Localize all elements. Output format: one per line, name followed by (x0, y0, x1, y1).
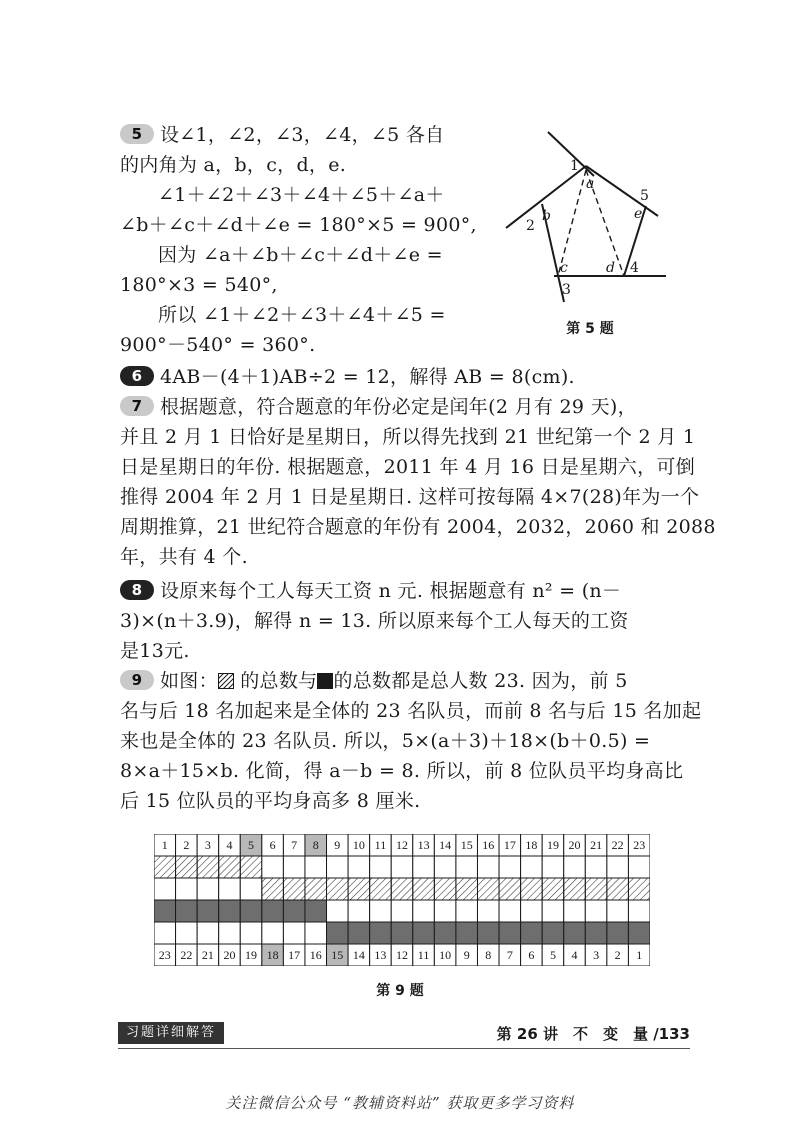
grid-cell (499, 922, 521, 944)
problem-7-line: 年，共有 4 个. (120, 546, 248, 568)
grid-cell (197, 900, 219, 922)
bottom-number: 15 (331, 948, 344, 962)
bottom-number: 10 (439, 948, 452, 962)
grid-cell (391, 900, 413, 922)
fig5-label: 3 (562, 282, 571, 298)
grid-cell (262, 856, 284, 878)
top-number: 6 (269, 838, 276, 852)
top-number: 16 (482, 838, 495, 852)
problem-9-line: 来也是全体的 23 名队员. 所以，5×(a＋3)＋18×(b＋0.5) = (120, 730, 651, 752)
footer-divider (118, 1048, 690, 1049)
bottom-number: 12 (396, 948, 408, 962)
top-number: 5 (248, 838, 255, 852)
grid-cell (607, 856, 629, 878)
grid-cell (176, 922, 198, 944)
bottom-number: 9 (463, 948, 470, 962)
grid-cell (564, 878, 586, 900)
problem-5-line: 的内角为 a，b，c，d，e. (120, 154, 347, 176)
top-number: 4 (226, 838, 233, 852)
top-number: 7 (291, 838, 298, 852)
grid-cell (434, 878, 456, 900)
grid-cell (585, 900, 607, 922)
problem-7-line: 推得 2004 年 2 月 1 日是星期日. 这样可按每隔 4×7(28)年为一个 (120, 486, 700, 508)
problem-6-line: 6 4AB－(4＋1)AB÷2 = 12，解得 AB = 8(cm). (120, 362, 680, 392)
problem-9 (120, 666, 702, 816)
bottom-number: 18 (266, 948, 279, 962)
grid-cell (283, 878, 305, 900)
grid-cell (219, 856, 241, 878)
top-number: 23 (633, 838, 646, 852)
grid-cell (628, 900, 650, 922)
top-number: 9 (334, 838, 341, 852)
grid-cell (477, 856, 499, 878)
grid-cell (327, 922, 349, 944)
fig5-label: d (606, 260, 615, 276)
grid-cell (628, 856, 650, 878)
grid-cell (542, 856, 564, 878)
grid-cell (219, 878, 241, 900)
bottom-number: 2 (614, 948, 621, 962)
bottom-number: 7 (506, 948, 513, 962)
grid-cell (240, 922, 262, 944)
grid-cell (327, 878, 349, 900)
bottom-number: 1 (636, 948, 643, 962)
bottom-number: 19 (245, 948, 258, 962)
problem-9-line: 后 15 位队员的平均身高多 8 厘米. (120, 790, 421, 812)
top-number: 18 (525, 838, 538, 852)
grid-cell (607, 878, 629, 900)
problem-badge: 5 (120, 124, 154, 144)
top-number: 17 (503, 838, 516, 852)
figure-5-caption: 第 5 题 (566, 321, 614, 337)
grid-cell (542, 900, 564, 922)
grid-cell (305, 878, 327, 900)
grid-cell (327, 900, 349, 922)
grid-cell (176, 900, 198, 922)
grid-cell (434, 922, 456, 944)
problem-5-line: 900°－540° = 360°. (120, 334, 316, 356)
grid-cell (499, 900, 521, 922)
problem-5-line: ∠b＋∠c＋∠d＋∠e = 180°×5 = 900°, (120, 214, 477, 236)
grid-cell (477, 900, 499, 922)
problem-8-line: 是13元. (120, 640, 190, 662)
top-number: 21 (590, 838, 603, 852)
bottom-number: 14 (352, 948, 365, 962)
grid-cell (521, 856, 543, 878)
grid-cell (542, 878, 564, 900)
bottom-number: 4 (571, 948, 578, 962)
problem-7-line: 7 根据题意，符合题意的年份必定是闰年(2 月有 29 天)， (120, 392, 680, 422)
grid-cell (154, 922, 176, 944)
problem-7-line: 并且 2 月 1 日恰好是星期日，所以得先找到 21 世纪第一个 2 月 1 (120, 426, 696, 448)
grid-cell (456, 878, 478, 900)
grid-cell (305, 856, 327, 878)
grid-cell (477, 922, 499, 944)
problem-9-line: 名与后 18 名加起来是全体的 23 名队员，而前 8 名与后 15 名加起 (120, 700, 702, 722)
problem-5 (120, 120, 490, 360)
bottom-number: 21 (201, 948, 214, 962)
top-number: 1 (161, 838, 168, 852)
grid-cell (197, 856, 219, 878)
grid-cell (413, 922, 435, 944)
bottom-number: 17 (288, 948, 301, 962)
grid-cell (197, 922, 219, 944)
fig5-label: e (634, 206, 643, 222)
grid-cell (154, 900, 176, 922)
bottom-number: 11 (417, 948, 430, 962)
problem-5-line: 因为 ∠a＋∠b＋∠c＋∠d＋∠e = (158, 244, 443, 266)
grid-cell (628, 878, 650, 900)
fig5-label: 2 (526, 218, 535, 234)
top-number: 3 (204, 838, 211, 852)
grid-cell (305, 900, 327, 922)
bottom-number: 3 (593, 948, 600, 962)
grid-cell (348, 878, 370, 900)
grid-cell (219, 900, 241, 922)
bottom-number: 6 (528, 948, 535, 962)
hatch-legend-icon (218, 673, 234, 689)
top-number: 20 (568, 838, 581, 852)
grid-cell (283, 900, 305, 922)
problem-9-figure (154, 834, 650, 966)
top-number: 15 (460, 838, 473, 852)
grid-cell (262, 878, 284, 900)
fig5-label: a (586, 176, 595, 192)
grid-cell (456, 900, 478, 922)
fig5-label: 1 (570, 158, 579, 174)
grid-cell (391, 878, 413, 900)
problem-9-line: 9 如图： 的总数与 的总数都是总人数 23. 因为，前 5 (120, 666, 680, 696)
grid-cell (585, 856, 607, 878)
bottom-number: 16 (309, 948, 322, 962)
grid-cell (370, 922, 392, 944)
problem-badge: 6 (120, 366, 154, 386)
section-tag: 习题详细解答 (118, 1022, 224, 1044)
grid-cell (154, 878, 176, 900)
grid-cell (262, 922, 284, 944)
grid-cell (327, 856, 349, 878)
problem-5-line: ∠1＋∠2＋∠3＋∠4＋∠5＋∠a＋ (158, 184, 445, 206)
problem-7-line: 日是星期日的年份. 根据题意，2011 年 4 月 16 日是星期六，可倒 (120, 456, 695, 478)
problem-8 (120, 576, 680, 666)
top-number: 2 (183, 838, 190, 852)
bottom-number: 22 (180, 948, 193, 962)
grid-cell (456, 922, 478, 944)
grid-cell (283, 922, 305, 944)
fig5-label: c (560, 260, 568, 276)
problem-badge: 8 (120, 580, 154, 600)
grid-cell (413, 856, 435, 878)
problem-5-line: 所以 ∠1＋∠2＋∠3＋∠4＋∠5 = (158, 304, 446, 326)
solid-legend-icon (317, 673, 333, 689)
grid-cell (283, 856, 305, 878)
problem-8-line: 3)×(n＋3.9)，解得 n = 13. 所以原来每个工人每天的工资 (120, 610, 629, 632)
grid-cell (521, 878, 543, 900)
top-number: 19 (546, 838, 559, 852)
problem-badge: 7 (120, 396, 154, 416)
watermark-text: 关注微信公众号 “教辅资料站” 获取更多学习资料 (225, 1094, 575, 1112)
grid-cell (348, 856, 370, 878)
chapter-page-number: 第 26 讲 不 变 量 /133 (496, 1025, 690, 1043)
top-number: 13 (417, 838, 430, 852)
grid-cell (240, 900, 262, 922)
grid-cell (176, 856, 198, 878)
grid-cell (499, 878, 521, 900)
grid-cell (240, 856, 262, 878)
top-number: 10 (352, 838, 365, 852)
grid-cell (607, 922, 629, 944)
grid-cell (413, 900, 435, 922)
grid-cell (413, 878, 435, 900)
fig5-label: 5 (640, 188, 649, 204)
top-number: 11 (374, 838, 387, 852)
grid-cell (564, 856, 586, 878)
problem-9-line: 8×a＋15×b. 化简，得 a－b = 8. 所以，前 8 位队员平均身高比 (120, 760, 684, 782)
grid-cell (154, 856, 176, 878)
problem-5-figure (490, 130, 690, 320)
grid-cell (391, 856, 413, 878)
grid-cell (607, 900, 629, 922)
grid-cell (197, 878, 219, 900)
top-number: 22 (611, 838, 624, 852)
grid-cell (434, 900, 456, 922)
grid-cell (542, 922, 564, 944)
problem-5-line: 5 设∠1，∠2，∠3，∠4，∠5 各自 (120, 120, 490, 150)
problem-7-line: 周期推算，21 世纪符合题意的年份有 2004，2032，2060 和 2088 (120, 516, 716, 538)
grid-cell (585, 878, 607, 900)
grid-cell (240, 878, 262, 900)
problem-badge: 9 (120, 670, 154, 690)
grid-cell (219, 922, 241, 944)
bottom-number: 5 (549, 948, 556, 962)
grid-cell (564, 900, 586, 922)
problem-6 (120, 362, 680, 392)
grid-cell (305, 922, 327, 944)
top-number: 14 (439, 838, 452, 852)
problem-5-line: 180°×3 = 540°, (120, 274, 278, 296)
fig5-label: b (542, 208, 551, 224)
grid-cell (499, 856, 521, 878)
bottom-number: 8 (485, 948, 492, 962)
grid-cell (564, 922, 586, 944)
grid-cell (585, 922, 607, 944)
fig5-label: 4 (630, 260, 639, 276)
grid-cell (370, 900, 392, 922)
grid-cell (521, 900, 543, 922)
grid-cell (477, 878, 499, 900)
bottom-number: 13 (374, 948, 387, 962)
grid-cell (348, 922, 370, 944)
top-number: 12 (396, 838, 408, 852)
grid-cell (370, 856, 392, 878)
bottom-number: 20 (223, 948, 236, 962)
grid-cell (628, 922, 650, 944)
problem-7 (120, 392, 716, 572)
grid-cell (370, 878, 392, 900)
top-number: 8 (312, 838, 319, 852)
grid-cell (434, 856, 456, 878)
grid-cell (521, 922, 543, 944)
grid-cell (348, 900, 370, 922)
problem-8-line: 8 设原来每个工人每天工资 n 元. 根据题意有 n² = (n－ (120, 576, 680, 606)
grid-cell (456, 856, 478, 878)
grid-cell (176, 878, 198, 900)
figure-9-caption: 第 9 题 (376, 983, 424, 999)
bottom-number: 23 (158, 948, 171, 962)
grid-cell (391, 922, 413, 944)
grid-cell (262, 900, 284, 922)
